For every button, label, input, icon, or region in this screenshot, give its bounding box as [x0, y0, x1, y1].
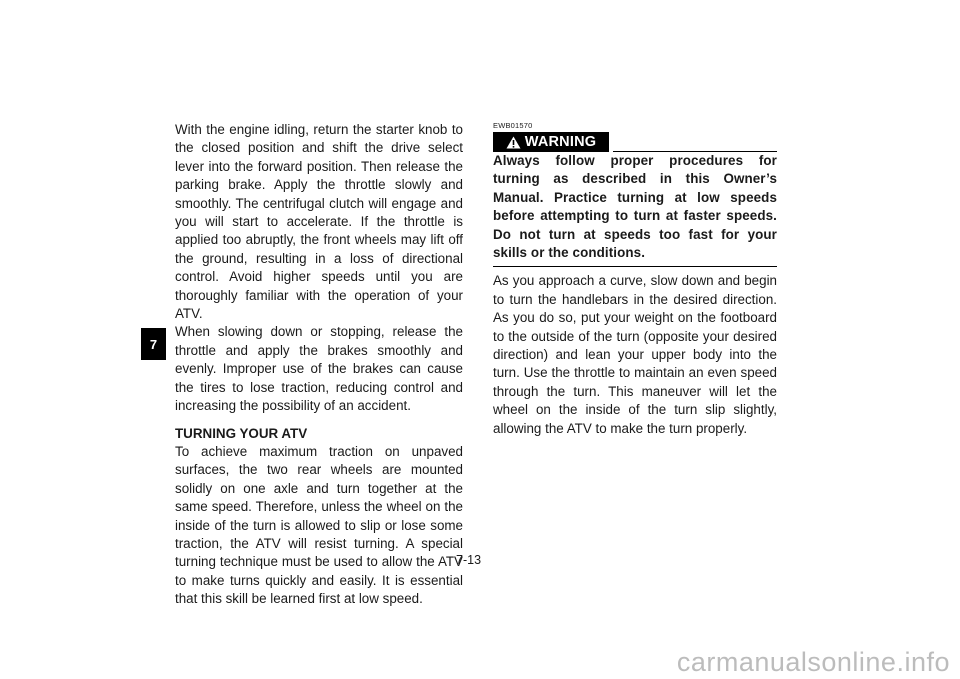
- watermark: carmanualsonline.info: [676, 647, 950, 677]
- warning-triangle-icon: [506, 136, 521, 149]
- warning-text: Always follow proper procedures for turning as described in this Owner’s Manual. Practice turning at low speeds before attempting to turn at faster speeds. Do not turn at speeds too fast for your skills or the conditions.: [493, 152, 777, 267]
- warning-header: [493, 132, 777, 152]
- paragraph-curve: As you approach a curve, slow down and begin to turn the handlebars in the desired direction. As you do so, put your weight on the footboard to the outside of the turn (opposite your desired direction) and lean your upper body into the turn. Use the throttle to maintain an even speed through the turn. This maneuver will let the wheel on the inside of the turn slip slightly, allowing the ATV to make the turn properly.: [493, 273, 777, 436]
- paragraph-turning: To achieve maximum traction on unpaved surfaces, the two rear wheels are mounted solidly on one axle and turn together at the same speed. Therefore, unless the wheel on the inside of the turn is allowed to slip or lose some traction, the ATV will resist turning. A special turning technique must be used to allow the ATV to make turns quickly and easily. It is essential that this skill be learned first at low speed.: [175, 443, 463, 607]
- paragraph-starting: With the engine idling, return the starter knob to the closed position and shift the drive select lever into the forward position. Then release the parking brake. Apply the throttle slowly and smoothly. The centrifugal clutch will engage and you will start to accelerate. If the throttle is applied too abruptly, the front wheels may lift off the ground, resulting in a loss of directional control. Avoid higher speeds until you are thoroughly familiar with the operation of your ATV.: [175, 122, 463, 322]
- warning-code: EWB01570: [493, 121, 533, 130]
- warning-badge: [493, 132, 609, 152]
- page-number: 7-13: [456, 553, 482, 567]
- chapter-tab: 7: [141, 328, 166, 360]
- section-title: TURNING YOUR ATV: [175, 425, 308, 441]
- paragraph-stopping: When slowing down or stopping, release the throttle and apply the brakes smoothly and evenly. Improper use of the brakes can cause the tires to lose traction, reducing control and increasing the possibility of an accident.: [175, 324, 463, 414]
- left-column: [175, 121, 463, 609]
- right-column: [493, 121, 777, 438]
- warning-label: WARNING: [524, 133, 597, 150]
